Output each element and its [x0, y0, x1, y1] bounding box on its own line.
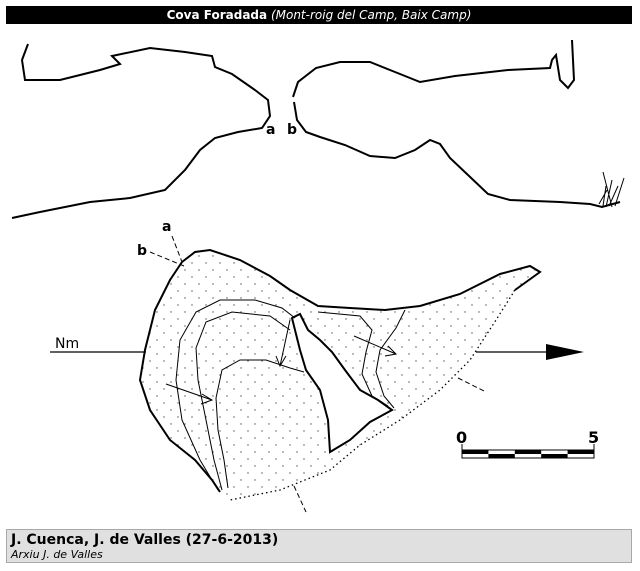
profile-label-a: a: [266, 122, 276, 138]
profile-right-floor: [294, 102, 620, 207]
profile-left-ceiling: [12, 44, 270, 218]
scale-bar: [456, 428, 599, 458]
cave-location: (Mont-roig del Camp, Baix Camp): [270, 8, 472, 22]
plan-section: [50, 219, 584, 512]
footer: [6, 529, 632, 563]
vegetation-icon: [599, 172, 624, 207]
north-label: Nm: [55, 336, 80, 352]
cave-name: Cova Foradada: [166, 8, 268, 22]
plan-label-b: b: [137, 243, 148, 259]
profile-section: [12, 40, 620, 218]
plan-label-a: a: [162, 219, 172, 235]
profile-right-ceiling: [293, 40, 574, 97]
east-arrow-icon: [476, 344, 584, 360]
survey-authors: J. Cuenca, J. de Valles (27-6-2013): [11, 532, 279, 548]
profile-label-b: b: [287, 122, 298, 138]
archive-credit: Arxiu J. de Valles: [11, 548, 103, 561]
scale-min-label: 0: [456, 428, 468, 447]
scale-max-label: 5: [588, 428, 600, 447]
